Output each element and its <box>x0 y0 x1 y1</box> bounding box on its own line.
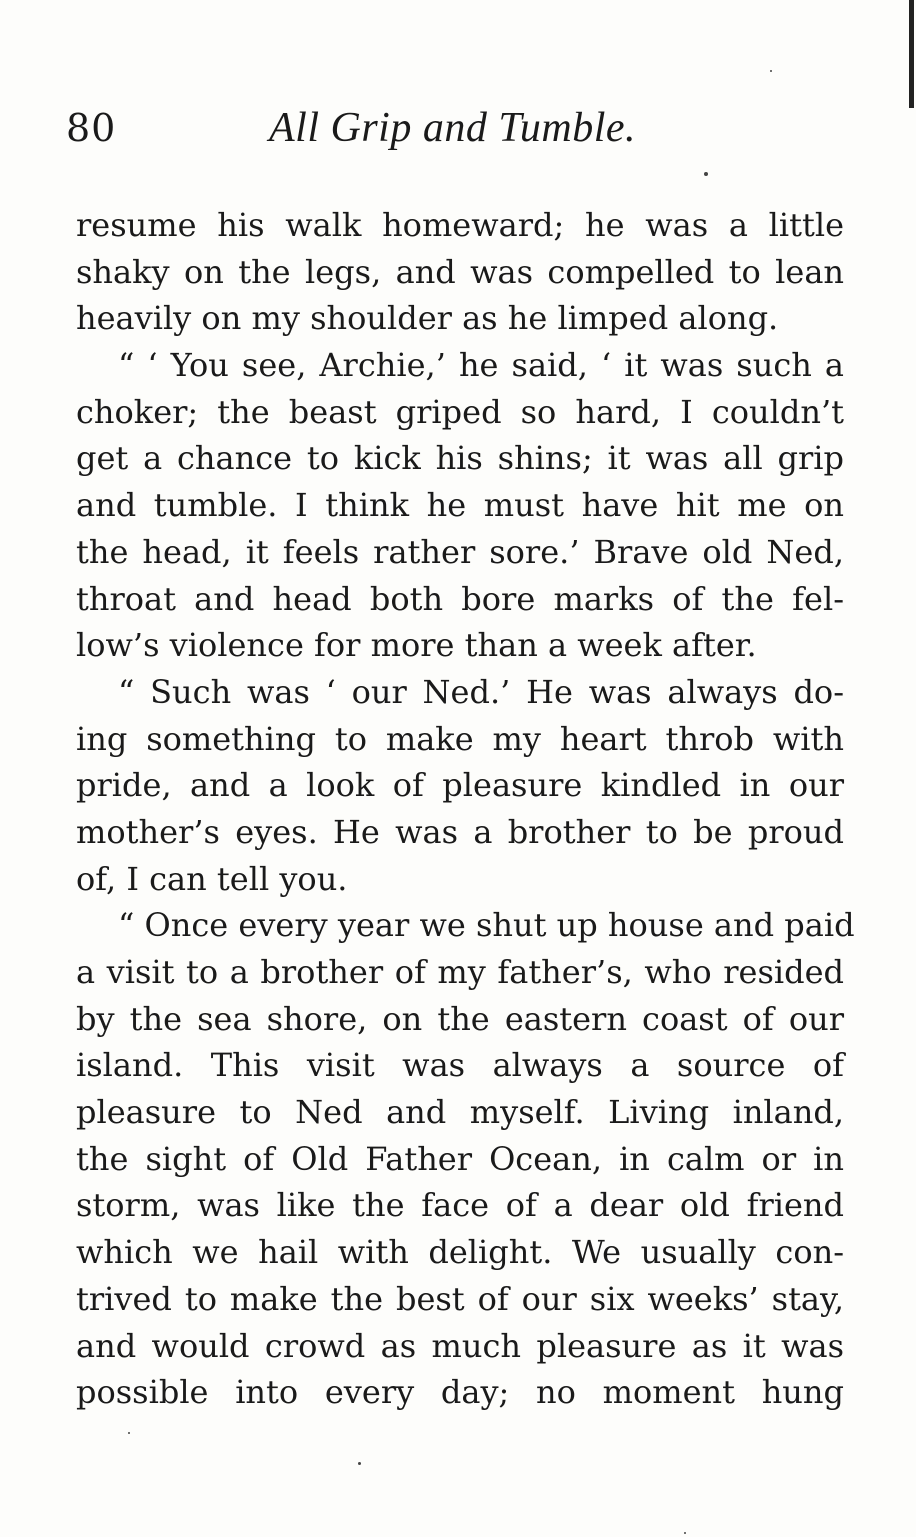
page-number: 80 <box>66 106 117 150</box>
running-head <box>66 98 856 158</box>
print-speck <box>358 1462 361 1465</box>
text-line: which we hail with delight. We usually con- <box>76 1233 844 1272</box>
print-speck <box>704 172 708 176</box>
text-line: and tumble. I think he must have hit me on <box>76 486 844 525</box>
text-line: island. This visit was always a source of <box>76 1046 844 1085</box>
text-line: by the sea shore, on the eastern coast of our <box>76 999 844 1038</box>
text-line: get a chance to kick his shins; it was all grip <box>76 439 844 478</box>
text-line: of, I can tell you. <box>76 859 348 898</box>
text-line: pleasure to Ned and myself. Living inland, <box>76 1093 844 1132</box>
text-line: throat and head both bore marks of the fel- <box>76 579 844 618</box>
text-line: resume his walk homeward; he was a little <box>76 206 844 244</box>
print-speck <box>128 1432 130 1434</box>
print-speck <box>770 70 772 72</box>
text-line: low’s violence for more than a week after. <box>76 626 757 665</box>
text-line: and would crowd as much pleasure as it was <box>76 1326 844 1365</box>
text-line: “ ‘ You see, Archie,’ he said, ‘ it was such a <box>118 346 844 385</box>
text-line: choker; the beast griped so hard, I couldn’t <box>76 392 844 431</box>
body-text <box>76 202 855 1416</box>
text-line: the sight of Old Father Ocean, in calm or in <box>76 1139 844 1178</box>
text-line: trived to make the best of our six weeks’ stay, <box>76 1279 844 1318</box>
text-line: the head, it feels rather sore.’ Brave old Ned, <box>76 532 844 571</box>
text-line: ing something to make my heart throb with <box>76 719 844 758</box>
text-line: shaky on the legs, and was compelled to lean <box>76 252 844 291</box>
page-edge-mark <box>909 0 914 108</box>
text-line: mother’s eyes. He was a brother to be proud <box>76 812 844 851</box>
text-line: storm, was like the face of a dear old friend <box>76 1186 844 1225</box>
text-line: a visit to a brother of my father’s, who resided <box>76 953 844 991</box>
text-line: pride, and a look of pleasure kindled in our <box>76 766 844 805</box>
text-line: “ Such was ‘ our Ned.’ He was always do- <box>118 672 844 711</box>
print-speck <box>684 1532 686 1534</box>
book-title: All Grip and Tumble. <box>269 105 637 151</box>
text-line: possible into every day; no moment hung <box>76 1373 844 1412</box>
text-line: heavily on my shoulder as he limped along. <box>76 299 779 338</box>
text-line: “ Once every year we shut up house and paid <box>118 906 855 945</box>
